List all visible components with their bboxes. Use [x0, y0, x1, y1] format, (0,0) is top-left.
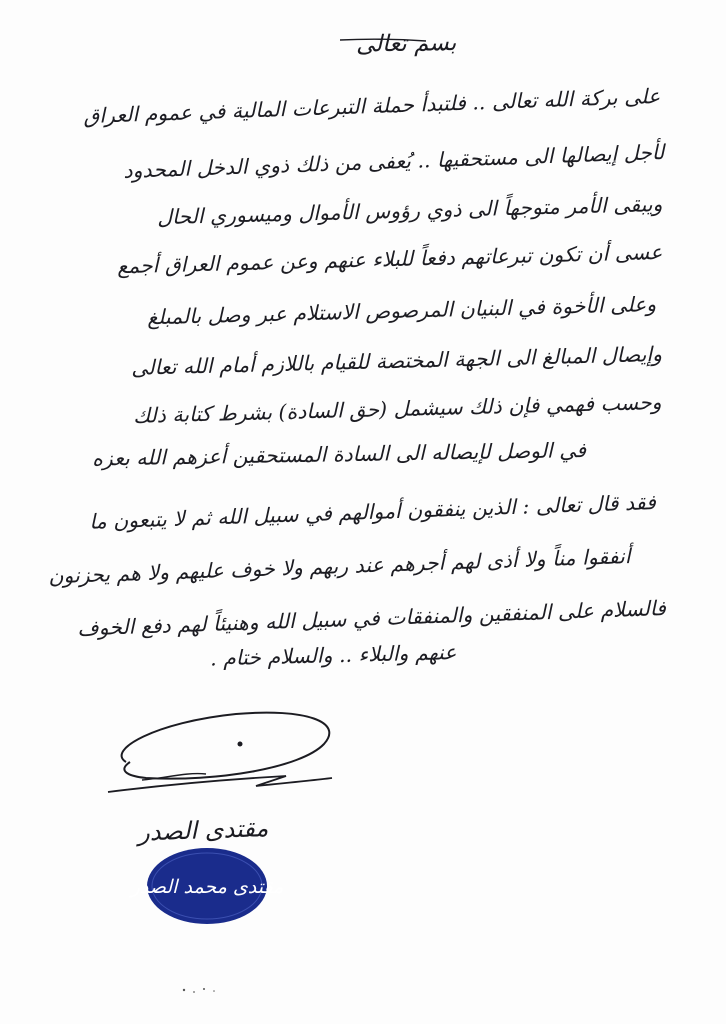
paragraph-1-line-1: على بركة الله تعالى .. فلتبدأ حملة التبرعات المالية في عموم العراق: [82, 84, 661, 129]
paragraph-3-line-1: فقد قال تعالى : الذين ينفقون أموالهم في سبيل الله ثم لا يتبعون ما: [89, 490, 657, 534]
seal-text: مقتدى محمد الصدر: [130, 876, 284, 898]
paragraph-1-line-2: لأجل إيصالها الى مستحقيها .. يُعفى من ذلك ذوي الدخل المحدود: [122, 140, 665, 183]
paragraph-3-line-4: عنهم والبلاء .. والسلام ختام .: [209, 640, 457, 671]
signer-name: مقتدى الصدر: [137, 814, 269, 847]
paragraph-3-line-3: فالسلام على المنفقين والمنفقات في سبيل الله وهنيئاً لهم دفع الخوف: [77, 596, 667, 641]
official-seal: [130, 846, 284, 926]
letter-title: بسم تعالى: [355, 30, 457, 58]
ink-specks: [170, 980, 230, 1000]
paragraph-3-line-2: أنفقوا مناً ولا أذى لهم أجرهم عند ربهم ولا خوف عليهم ولا هم يحزنون: [47, 544, 631, 589]
paragraph-1-line-3: ويبقى الأمر متوجهاً الى ذوي رؤوس الأموال وميسوري الحال: [156, 192, 663, 230]
paragraph-2-line-1: وعلى الأخوة في البنيان المرصوص الاستلام عبر وصل بالمبلغ: [146, 292, 657, 330]
paragraph-2-line-3: وحسب فهمي فإن ذلك سيشمل (حق السادة) بشرط كتابة ذلك: [133, 390, 663, 428]
paragraph-2-line-2: وإيصال المبالغ الى الجهة المختصة للقيام باللازم أمام الله تعالى: [130, 342, 663, 380]
paragraph-1-line-4: عسى أن تكون تبرعاتهم دفعاً للبلاء عنهم وعن عموم العراق أجمع: [116, 240, 663, 279]
signature: [96, 700, 356, 810]
title-underline: [338, 38, 428, 42]
paragraph-2-line-4: في الوصل لإيصاله الى السادة المستحقين أعزهم الله بعزه: [91, 438, 587, 471]
